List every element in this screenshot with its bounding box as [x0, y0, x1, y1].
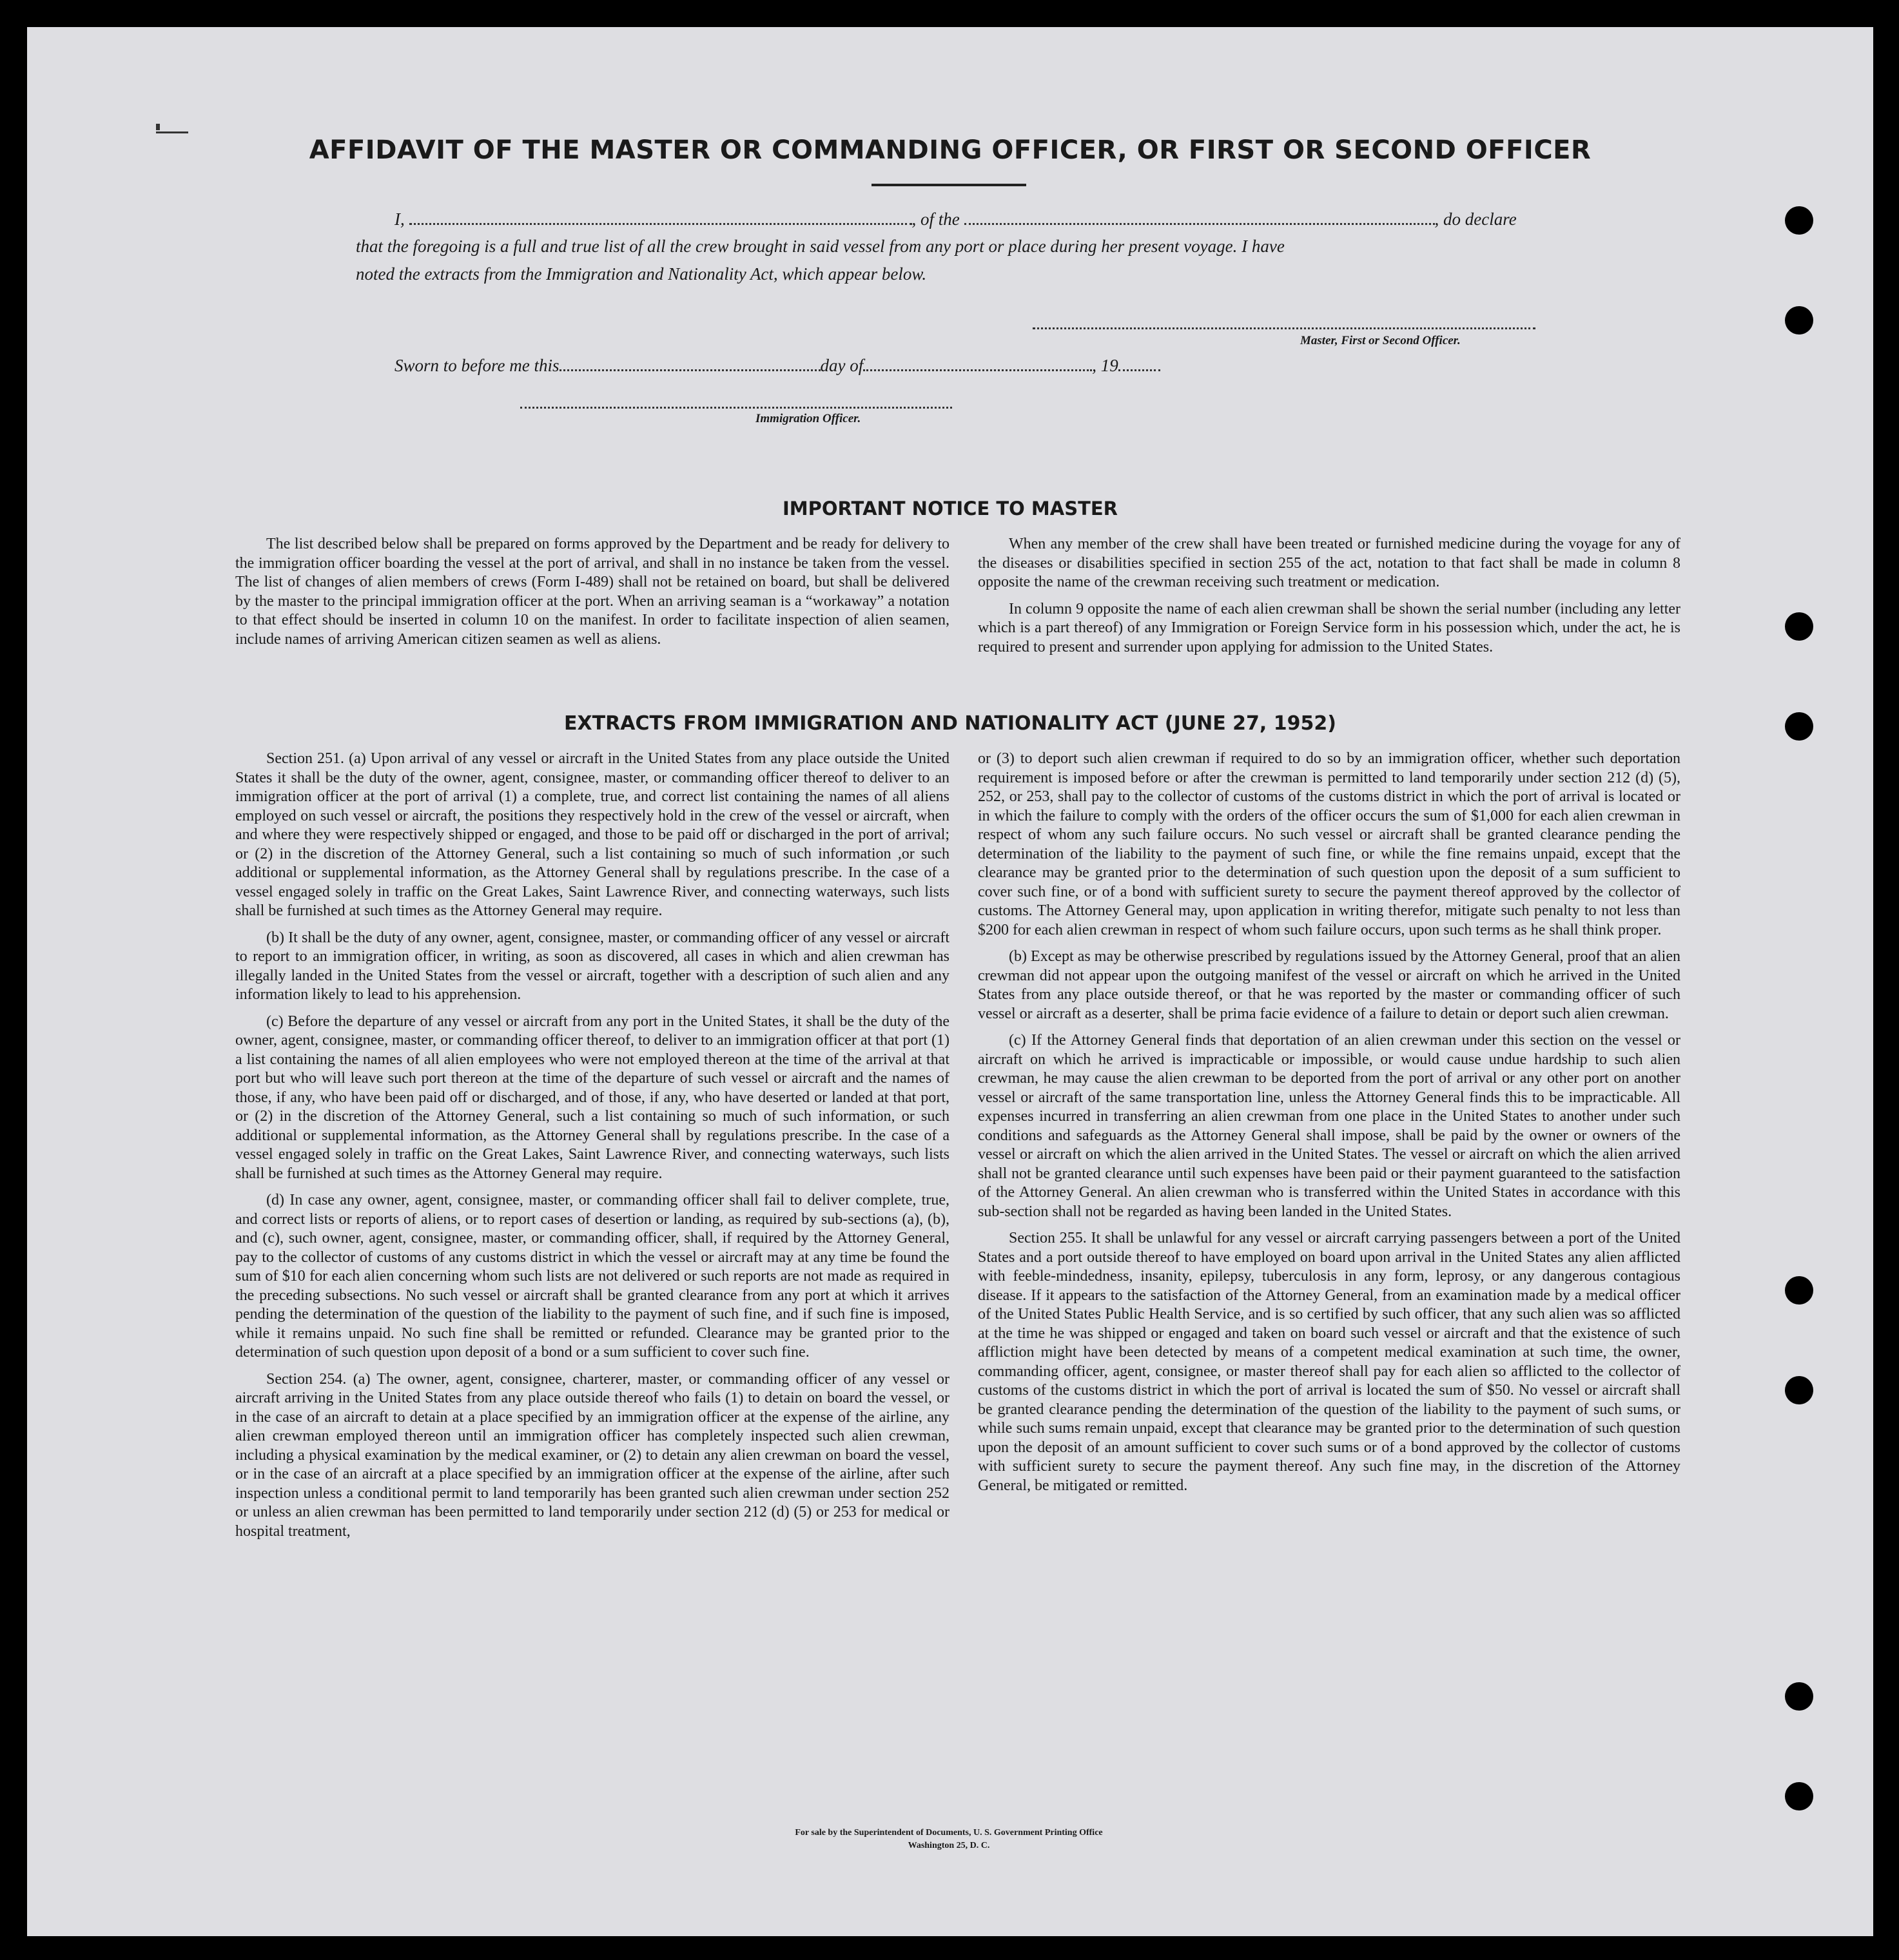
statute-paragraph: Section 251. (a) Upon arrival of any vessel or aircraft in the United States from any place outside the United States it shall be the duty of the owner, agent, consignee, master, or commanding officer thereof to deliver to an immigration officer at the port of arrival (1) a complete, true, and correct list containing the names of all aliens employed on such vessel or aircraft, the positions they respectively hold in the crew of the vessel or aircraft, when and where they were respectively shipped or engaged, and those to be paid off or discharged in the port of arrival; or (2) in the discretion of the Attorney General, such a list containing so much of such information ,or such additional or supplemental information, as the Attorney General shall by regulations prescribe. In the case of a vessel engaged solely in traffic on the Great Lakes, Saint Lawrence River, and connecting waterways, such lists shall be furnished at such times as the Attorney General may require. — [235, 750, 950, 919]
printing-office-footer: For sale by the Superintendent of Documents, U. S. Government Printing Office Washington 25, D. C. — [795, 1828, 1103, 1850]
punch-hole — [1785, 1682, 1813, 1711]
statute-paragraph: (c) If the Attorney General finds that deportation of an alien crewman under this section on the vessel or aircraft on which he arrived is impracticable or impossible, or would cause undue hardship to such alien crewman, he may cause the alien crewman to be deported from the port of arrival or any other port on another vessel or aircraft of the same transportation line, unless the Attorney General finds this to be impracticable. All expenses incurred in transferring an alien crewman from one place in the United States to another under such conditions and safeguards as the Attorney General shall impose, shall be paid by the owner or owners of the vessel or aircraft on which the alien arrived in the United States. The vessel or aircraft on which the alien arrived shall not be granted clearance until such expenses have been paid or their payment guaranteed to the satisfaction of the Attorney General. An alien crewman who is transferred within the United States in accordance with this sub-section shall not be regarded as having been landed in the United States. — [978, 1032, 1680, 1220]
punch-hole — [1785, 1276, 1813, 1305]
statute-paragraph: (d) In case any owner, agent, consignee, master, or commanding officer shall fail to deliver complete, true, and correct lists or reports of aliens, or to report cases of desertion or landing, as required by sub-sections (a), (b), and (c), such owner, agent, consignee, master, or commanding officer, shall, if required by the Attorney General, pay to the collector of customs of any customs district in which the vessel or aircraft may at any time be found the sum of $10 for each alien concerning whom such lists are not delivered or such reports are not made as required in the preceding subsections. No such vessel or aircraft shall be granted clearance from any port at which it arrives pending the determination of the question of the liability to the payment of such fine, and if such fine is imposed, while it remains unpaid. No such fine shall be remitted or refunded. Clearance may be granted prior to the determination of such question upon deposit of a bond or a sum sufficient to cover such fine. — [235, 1192, 950, 1361]
affidavit-text-line-2: that the foregoing is a full and true list of all the crew brought in said vessel from any port or place during her present voyage. I have — [356, 237, 1285, 256]
title-divider — [872, 184, 1026, 186]
notice-paragraph: The list described below shall be prepared on forms approved by the Department and be ready for delivery to the immigration officer boarding the vessel at the port of arrival, and shall in no instance be taken from the vessel. The list of changes of alien members of crews (Form I-489) shall not be retained on board, but shall be delivered by the master to the principal immigration officer at the port. When an arriving seaman is a “workaway” a notation to that effect should be inserted in column 10 on the manifest. In order to facilitate inspection of alien seamen, include names of arriving American citizen seamen as well as aliens. — [235, 536, 950, 648]
affidavit-text-line-3: noted the extracts from the Immigration and Nationality Act, which appear below. — [356, 264, 927, 284]
punch-hole — [1785, 712, 1813, 741]
document-page — [27, 27, 1873, 1936]
scan-mark — [156, 124, 160, 130]
sworn-year-field[interactable] — [1118, 356, 1160, 371]
statute-paragraph: Section 255. It shall be unlawful for any vessel or aircraft carrying passengers between a port of the United States and a port outside thereof to have employed on board upon arrival in the United States any alien afflicted with feeble-mindedness, insanity, epilepsy, tuberculosis in any form, leprosy, or any dangerous contagious disease. If it appears to the satisfaction of the Attorney General, from an examination made by a medical officer of the United States Public Health Service, and is so certified by such officer, that any such alien was so afflicted at the time he was shipped or engaged and taken on board such vessel or aircraft and that the existence of such affliction might have been detected by means of a competent medical examination at such time, the owner, commanding officer, agent, consignee, or master thereof shall pay for each alien so afflicted to the collector of customs of the customs district in which the port of arrival is located the sum of $50. No vessel or aircraft shall be granted clearance pending the determination of the question of the liability to the payment of such sums, or while such sums remain unpaid, except that clearance may be granted prior to the determination of such question upon the deposit of an amount sufficient to cover such sums or of a bond approved by the collector of customs with sufficient surety to secure the payment thereof. Any such fine may, in the discretion of the Attorney General, be mitigated or remitted. — [978, 1230, 1680, 1494]
extracts-right-column — [978, 750, 1680, 1503]
affidavit-title: AFFIDAVIT OF THE MASTER OR COMMANDING OFFICER, OR FIRST OR SECOND OFFICER — [309, 135, 1592, 165]
scan-mark — [156, 131, 188, 133]
master-signature-label: Master, First or Second Officer. — [1300, 334, 1461, 347]
immigration-officer-signature-line[interactable] — [520, 407, 952, 409]
sworn-line: Sworn to before me this day of , 19 — [394, 356, 1160, 376]
punch-hole — [1785, 1376, 1813, 1404]
statute-paragraph: (b) It shall be the duty of any owner, agent, consignee, master, or commanding officer of any vessel or aircraft to report to an immigration officer, in writing, as soon as discovered, all cases in which and alien crewman has illegally landed in the United States from the vessel or aircraft, together with a description of such alien and any information likely to lead to his apprehension. — [235, 929, 950, 1003]
affidavit-declaration-line: I, , of the , do declare — [394, 209, 1517, 229]
notice-left-column — [235, 535, 950, 657]
declarant-name-field[interactable] — [409, 210, 912, 225]
extracts-title: EXTRACTS FROM IMMIGRATION AND NATIONALITY ACT (JUNE 27, 1952) — [564, 712, 1336, 735]
extracts-left-column — [235, 750, 950, 1549]
notice-right-column — [978, 535, 1680, 665]
notice-paragraph: When any member of the crew shall have been treated or furnished medicine during the voyage for any of the diseases or disabilities specified in section 255 of the act, notation to that fact shall be made in column 8 opposite the name of the crewman receiving such treatment or medication. — [978, 536, 1680, 590]
immigration-officer-label: Immigration Officer. — [755, 412, 861, 425]
punch-hole — [1785, 1782, 1813, 1810]
notice-paragraph: In column 9 opposite the name of each alien crewman shall be shown the serial number (including any letter which is a part thereof) of any Immigration or Foreign Service form in his possession which, under the act, he is required to present and surrender upon applying for admission to the United States. — [978, 600, 1680, 655]
statute-paragraph: Section 254. (a) The owner, agent, consignee, charterer, master, or commanding officer of any vessel or aircraft arriving in the United States from any place outside thereof who fails (1) to detain on board the vessel, or in the case of an aircraft to detain at a place specified by an immigration officer at the expense of the airline, any alien crewman employed thereon until an immigration officer has completely inspected such alien crewman, including a physical examination by the medical examiner, or (2) to detain any alien crewman on board the vessel, or in the case of an aircraft at a place specified by an immigration officer at the expense of the airline, after such inspection unless a conditional permit to land temporarily has been granted such alien crewman under section 252 or unless an alien crewman has been permitted to land temporarily under section 212 (d) (5) or 253 for medical or hospital treatment, — [235, 1370, 950, 1540]
statute-paragraph: (c) Before the departure of any vessel or aircraft from any port in the United States, it shall be the duty of the owner, agent, consignee, master, or commanding officer thereof, to deliver to an immigration officer at that port (1) a list containing the names of all alien employees who were not employed thereon at the time of the arrival at that port but who will leave such port thereon at the time of the departure of such vessel or aircraft and the names of those, if any, who have been paid off or discharged, and of those, if any, who have deserted or landed at that port, or (2) in the discretion of the Attorney General, such a list containing so much of such information, or such additional or supplemental information, as the Attorney General shall by regulations prescribe. In the case of a vessel engaged solely in traffic on the Great Lakes, Saint Lawrence River, and connecting waterways, such lists shall be furnished at such times as the Attorney General may require. — [235, 1013, 950, 1182]
statute-paragraph: or (3) to deport such alien crewman if required to do so by an immigration officer, whether such deportation requirement is imposed before or after the crewman is permitted to land temporarily under section 212 (d) (5), 252, or 253, shall pay to the collector of customs of the customs district in which the port of arrival is located or in which the failure to comply with the orders of the officer occurs the sum of $1,000 for each alien crewman in respect of whom any such failure occurs. No such vessel or aircraft shall be granted clearance pending the determination of the liability to the payment of such fine, or while the fine remains unpaid, except that the clearance may be granted prior to the determination of such question upon the deposit of a sum sufficient to cover such fine, or of a bond with sufficient surety to secure the payment thereof approved by the collector of customs. The Attorney General may, upon application in writing therefor, mitigate such penalty to not less than $200 for each alien crewman in respect of whom such failure occurs, upon such terms as he shall think proper. — [978, 750, 1680, 938]
notice-title: IMPORTANT NOTICE TO MASTER — [782, 498, 1118, 519]
punch-hole — [1785, 612, 1813, 641]
punch-hole — [1785, 206, 1813, 235]
sworn-day-field[interactable] — [560, 356, 821, 371]
vessel-name-field[interactable] — [964, 210, 1435, 225]
punch-hole — [1785, 306, 1813, 335]
master-signature-line[interactable] — [1033, 327, 1535, 329]
sworn-month-field[interactable] — [863, 356, 1092, 371]
statute-paragraph: (b) Except as may be otherwise prescribed by regulations issued by the Attorney General, proof that an alien crewman did not appear upon the outgoing manifest of the vessel or aircraft on which he arrived in the United States from any place outside thereof, or that he was reported by the master or commanding officer of such vessel or aircraft as a deserter, shall be prima facie evidence of a failure to detain or deport such alien crewman. — [978, 948, 1680, 1022]
